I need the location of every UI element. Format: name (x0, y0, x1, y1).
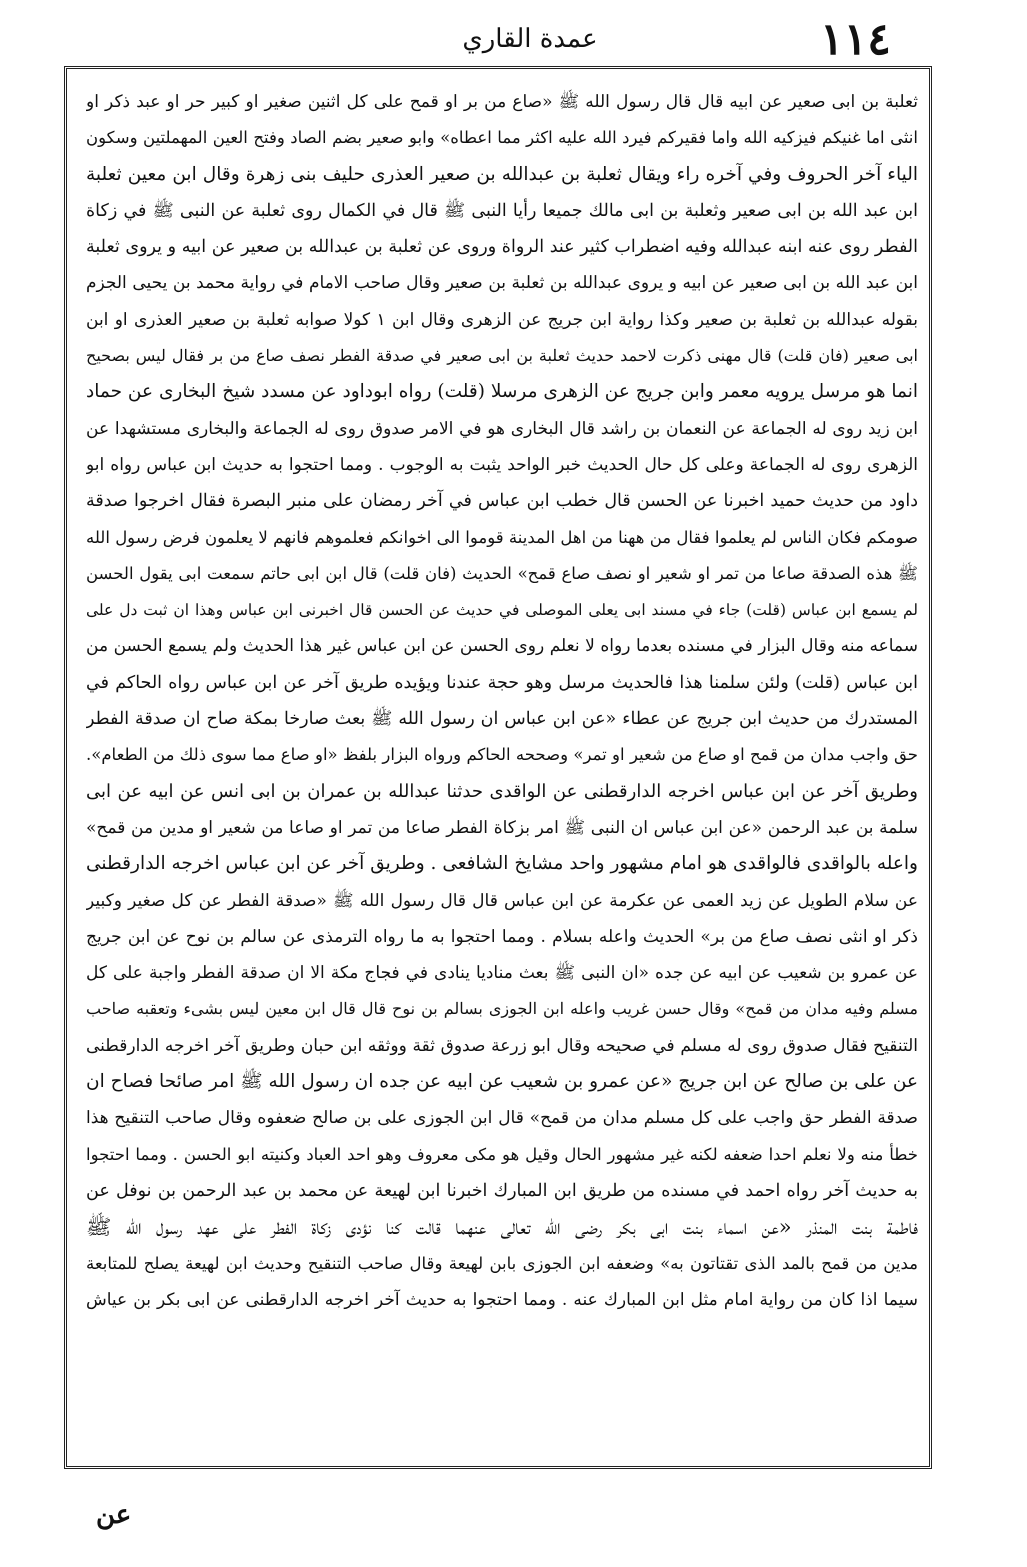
page-number: ١١٤ (820, 14, 891, 65)
text-line: التنقيح فقال صدوق روى له مسلم في صحيحه وقال ابو زرعة صدوق ثقة ووثقه ابن حبان وطريق آخر اخرجه الدارقطنى (86, 1035, 918, 1056)
text-line: ابن عبد الله بن ابى صعير عن ابيه و يروى عبدالله بن ثعلبة بن صعير وقال صاحب الامام في رواية محمد بن يحيى الجزم (86, 273, 918, 294)
text-line: فاطمة بنت المنذر «عن اسماء بنت ابى بكر رضى الله تعالى عنهما قالت كنا نؤدى زكاة الفطر على عهد رسول الله ﷺ (86, 1215, 918, 1240)
text-line: سلمة بن عبد الرحمن «عن ابن عباس ان النبى ﷺ امر بزكاة الفطر صاعا من تمر او صاعا من شعير او مدين من قمح» (86, 817, 918, 838)
text-line: ابن زيد روى له الجماعة عن النعمان بن راشد قال البخارى هو في الامر صدوق روى له الجماعة والبخارى مستشهدا عن (86, 418, 918, 439)
catchword: عن (96, 1500, 132, 1530)
text-line: عن على بن صالح عن ابن جريج «عن عمرو بن شعيب عن ابيه عن جده ان رسول الله ﷺ امر صائحا فصاح ان (86, 1071, 918, 1093)
text-line: عن سلام الطويل عن زيد العمى عن عكرمة عن ابن عباس قال قال رسول الله ﷺ «صدقة الفطر عن كل صغير وكبير (86, 890, 918, 911)
text-line: الياء آخر الحروف وفي آخره راء ويقال ثعلبة بن عبدالله بن صعير العذرى حليف بنى زهرة وقال ابن معين ثعلبة (86, 163, 918, 185)
text-line: واعله بالواقدى فالواقدى هو امام مشهور واحد مشايخ الشافعى . وطريق آخر عن ابن عباس اخرجه الدارقطنى (86, 853, 918, 875)
text-line: داود من حديث حميد اخبرنا عن الحسن قال خطب ابن عباس في آخر رمضان على منبر البصرة فقال اخرجوا صدقة (86, 491, 918, 512)
text-line: بقوله عبدالله بن ثعلبة بن صعير وكذا رواية ابن جريج عن الزهرى وقال ابن ١ كولا صوابه ثعلبة بن صعير العذرى او ابن (86, 309, 918, 330)
text-line: ثعلبة بن ابى صعير عن ابيه قال قال رسول الله ﷺ «صاع من بر او قمح على كل اثنين صغير او كبير حر او عبد ذكر او (86, 92, 918, 112)
text-line: خطأ منه ولا نعلم احدا ضعفه لكنه غير مشهور الحال وقيل هو مكى معروف وهو احد العباد وكنيته ابو الحسن . ومما احتجوا (86, 1144, 918, 1164)
text-line: انما هو مرسل يرويه معمر وابن جريج عن الزهرى مرسلا (قلت) رواه ابوداود عن مسدد شيخ البخارى عن حماد (86, 381, 918, 403)
text-line: الزهرى روى له الجماعة وعلى كل حال الحديث خبر الواحد يثبت به الوجوب . ومما احتجوا به حديث ابن عباس رواه ابو (86, 454, 918, 475)
text-line: عن عمرو بن شعيب عن ابيه عن جده «ان النبى ﷺ بعث مناديا ينادى في فجاج مكة الا ان صدقة الفطر واجبة على كل (86, 963, 918, 984)
text-line: حق واجب مدان من قمح او صاع من شعير او تمر» وصححه الحاكم ورواه البزار بلفظ «او صاع مما سوى ذلك من الطعام». (86, 745, 918, 765)
text-line: سيما اذا كان من رواية امام مثل ابن المبارك عنه . ومما احتجوا به حديث آخر اخرجه الدارقطنى عن ابى بكر بن عياش (86, 1289, 918, 1310)
text-line: ﷺ هذه الصدقة صاعا من تمر او شعير او نصف صاع قمح» الحديث (فان قلت) قال ابن ابى حاتم سمعت ابى يقول الحسن (86, 563, 918, 583)
text-line: مدين من قمح بالمد الذى تقتاتون به» وضعفه ابن الجوزى بابن لهيعة وقال صاحب التنقيح وحديث ابن لهيعة يصلح للمتابعة (86, 1253, 918, 1273)
text-line: لم يسمع ابن عباس (قلت) جاء في مسند ابى يعلى الموصلى في حديث عن الحسن قال اخبرنى ابن عباس وهذا ان ثبت دل على (86, 601, 918, 620)
text-line: سماعه منه وقال البزار في مسنده بعدما رواه لا نعلم روى الحسن عن ابن عباس غير هذا الحديث ولم يسمع الحسن من (86, 636, 918, 657)
main-text (86, 84, 918, 1466)
text-line: الفطر روى عنه ابنه عبدالله وفيه اضطراب كثير عند الرواة وروى عن ثعلبة بن عبدالله بن صعير عن ابيه و يروى ثعلبة (86, 237, 918, 258)
text-line: صدقة الفطر حق واجب على كل مسلم مدان من قمح» قال ابن الجوزى على بن صالح ضعفوه وقال صاحب التنقيح هذا (86, 1108, 918, 1129)
text-line: انثى اما غنيكم فيزكيه الله واما فقيركم فيرد الله عليه اكثر مما اعطاه» وابو صعير بضم الصاد وفتح العين المهملتين وسكون (86, 128, 918, 148)
text-line: المستدرك من حديث ابن جريج عن عطاء «عن ابن عباس ان رسول الله ﷺ بعث صارخا بمكة صاح ان صدقة الفطر (86, 709, 918, 730)
text-line: ذكر او انثى نصف صاع من بر» الحديث واعله بسلام . ومما احتجوا به ما رواه الترمذى عن سالم بن نوح عن ابن جريج (86, 926, 918, 947)
text-line: ابن عبد الله بن ابى صعير وثعلبة بن ابى مالك جميعا رأيا النبى ﷺ قال في الكمال روى ثعلبة عن النبى ﷺ في زكاة (86, 200, 918, 221)
text-line: ابن عباس (قلت) ولئن سلمنا هذا فالحديث مرسل وهو حجة عندنا ويؤيده طريق آخر عن ابن عباس رواه الحاكم في (86, 672, 918, 693)
text-line: وطريق آخر عن ابن عباس اخرجه الدارقطنى عن الواقدى حدثنا عبدالله بن عمران بن ابى انس عن ابيه عن ابى (86, 780, 918, 802)
text-line: به حديث آخر رواه احمد في مسنده من طريق ابن المبارك اخبرنا ابن لهيعة عن محمد بن عبد الرحمن بن نوفل عن (86, 1180, 918, 1201)
text-line: صومكم فكان الناس لم يعلموا فقال من ههنا من اهل المدينة قوموا الى اخوانكم فعلموهم فانهم لا يعلمون فرض رسول الله (86, 527, 918, 547)
running-title: عمدة القاري (462, 24, 598, 54)
text-line: ابى صعير (فان قلت) قال مهنى ذكرت لاحمد حديث ثعلبة بن ابى صعير في صدقة الفطر نصف صاع من بر فقال ليس بصحيح (86, 346, 918, 366)
text-line: مسلم وفيه مدان من قمح» وقال حسن غريب واعله ابن الجوزى بسالم بن نوح قال قال ابن معين ليس بشىء وتعقبه صاحب (86, 999, 918, 1019)
